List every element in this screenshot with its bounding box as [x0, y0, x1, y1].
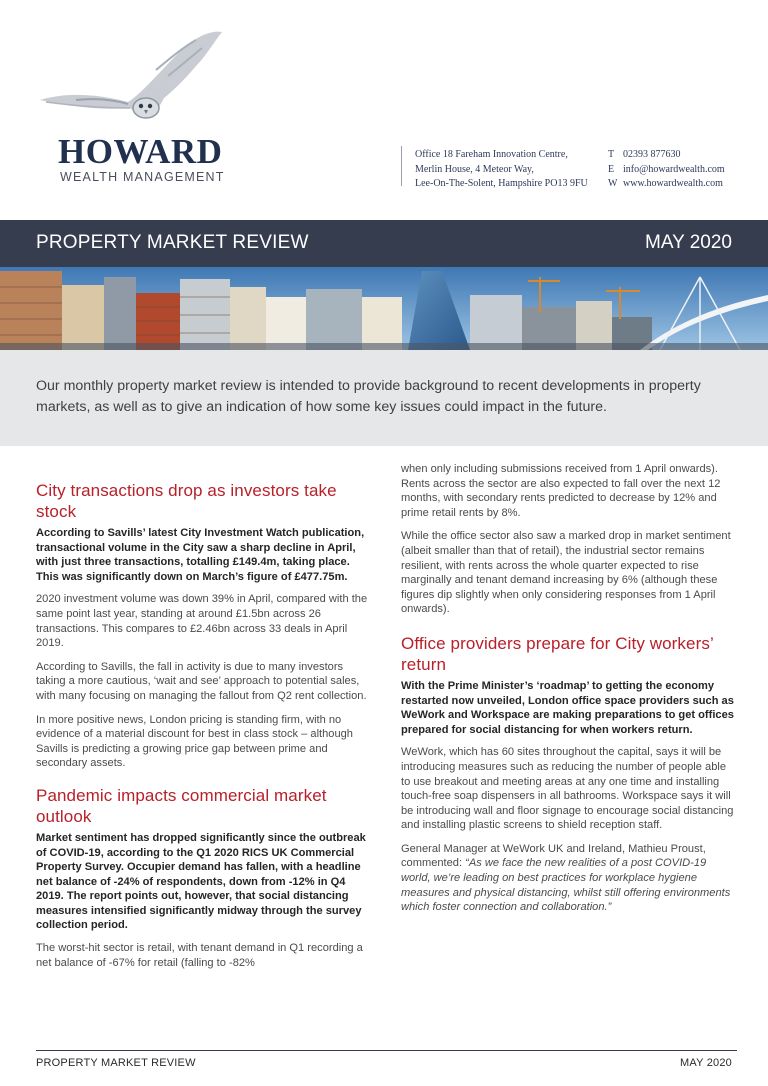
address-line: Office 18 Fareham Innovation Centre, [415, 149, 568, 160]
paragraph: While the office sector also saw a marked drop in market sentiment (albeit smaller than that of retail), the industrial sector remains resilient, with rents across the whole quarter expected to rise marginally and tenant demand increasing by 6% (although these figures dip slightly when only considering responses from 1 April onwards). [401, 530, 731, 616]
owl-logo-icon [36, 26, 236, 136]
address-line: Lee-On-The-Solent, Hampshire PO13 9FU [415, 178, 588, 189]
section-heading: City transactions drop as investors take stock [36, 481, 337, 521]
brand-name: HOWARD [58, 132, 223, 171]
paragraph: According to Savills, the fall in activity is due to many investors taking a more cautious, ‘wait and see’ approach to potential sales, with many focusing on managing the fallout from Q2 rent collection. [36, 660, 367, 702]
paragraph: when only including submissions received from 1 April onwards). Rents across the sector are also expected to fall over the next 12 months, with secondary rents predicted to decrease by 12% and prime retail rents by 8%. [401, 463, 721, 519]
intro-panel [0, 350, 768, 446]
phone-number[interactable]: 02393 877630 [623, 149, 681, 160]
right-column [401, 462, 737, 924]
website-link[interactable]: www.howardwealth.com [623, 178, 723, 189]
title-bar [0, 220, 768, 267]
website-label: W [608, 178, 618, 189]
email-row [608, 163, 725, 178]
section-lead: Market sentiment has dropped significantly since the outbreak of COVID-19, according to the Q1 2020 RICS UK Commercial Property Survey. Occupier demand has fallen, with a headline net balance of -24% of respondents, down from -12% in Q4 2019. The report points out, however, that social distancing measures intensified significantly midway through the survey collection period. [36, 831, 366, 932]
paragraph: In more positive news, London pricing is standing firm, with no evidence of a material discount for best in class stock – although Savills is predicting a growing price gap between prime and secondary assets. [36, 713, 353, 770]
quote-text: “As we face the new realities of a post COVID-19 world, we’re leading on best practices for workplace hygiene measures and physical distancing, whilst still offering environments which foster connection and collaboration.” [401, 857, 731, 914]
intro-text: Our monthly property market review is intended to provide background to recent developments in property markets, as well as to give an indication of how some key issues could impact in the future. [36, 378, 701, 415]
section-lead: With the Prime Minister’s ‘roadmap’ to getting the economy restarted now unveiled, London office space providers such as WeWork and Workspace are making preparations to get offices prepared for social distancing for when workers return. [401, 679, 734, 736]
email-link[interactable]: info@howardwealth.com [623, 163, 725, 175]
phone-label: T [608, 149, 615, 160]
footer-title: PROPERTY MARKET REVIEW [36, 1057, 196, 1069]
contact-divider [401, 146, 402, 186]
document-date: MAY 2020 [645, 232, 732, 253]
cityscape-banner-image [0, 267, 768, 350]
phone-row [608, 148, 725, 163]
email-label: E [608, 163, 615, 175]
website-row [608, 177, 725, 192]
brand-tagline: WEALTH MANAGEMENT [60, 170, 225, 184]
left-column [36, 480, 368, 979]
footer-date: MAY 2020 [680, 1057, 732, 1069]
quote-paragraph [401, 842, 737, 915]
section-heading: Pandemic impacts commercial market outlook [36, 785, 327, 826]
quote-attribution: General Manager at WeWork UK and Ireland, Mathieu Proust, commented: [401, 842, 706, 870]
paragraph: 2020 investment volume was down 39% in April, compared with the same point last year, standing at around £1.5bn across 26 transactions. This compares to £2.46bn across 33 deals in April 2019. [36, 593, 368, 650]
section-heading: Office providers prepare for City workers’ return [401, 633, 714, 674]
company-logo [36, 26, 236, 186]
paragraph: The worst-hit sector is retail, with tenant demand in Q1 recording a net balance of -67% for retail (falling to -82% [36, 942, 363, 969]
address-line: Merlin House, 4 Meteor Way, [415, 163, 534, 175]
office-address [415, 148, 588, 192]
contact-details [608, 148, 725, 192]
section-lead: According to Savills’ latest City Investment Watch publication, transactional volume in the City saw a sharp decline in April, with just three transactions, totalling £149.4m, taking place. This was significantly down on March’s figure of £477.75m. [36, 527, 365, 583]
footer-divider [36, 1050, 737, 1051]
paragraph: WeWork, which has 60 sites throughout the capital, says it will be introducing measures such as reducing the number of people able to use breakout and meeting areas at any one time and installing touch-free soap dispensers in all bathrooms. Workspace says it will be introducing wall and floor signage to encourage social distancing and installing plastic screens to shield reception staff. [401, 746, 734, 832]
document-title: PROPERTY MARKET REVIEW [36, 232, 309, 253]
